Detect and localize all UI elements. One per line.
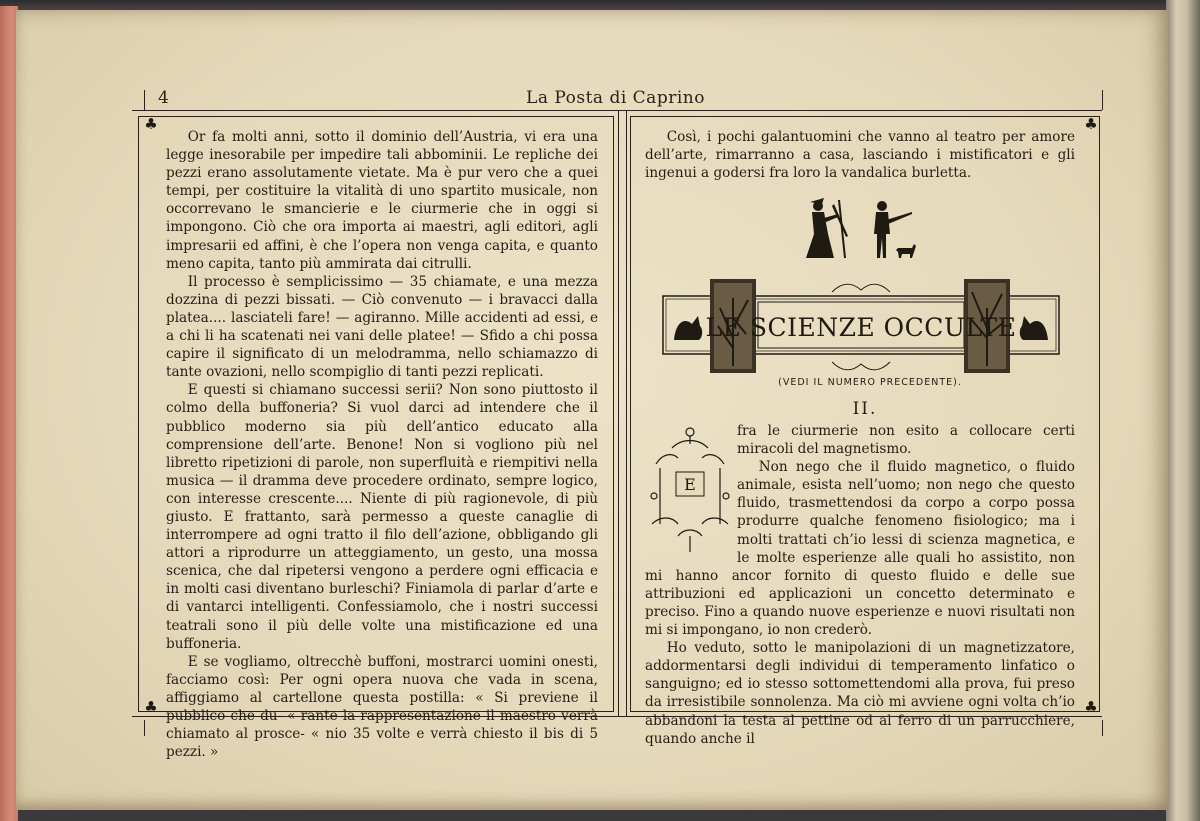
- clover-ornament-icon: ♣: [1084, 115, 1098, 133]
- paragraph: Ho veduto, sotto le manipolazioni di un magnetizzatore, addormentarsi degli individui di temperamento linfatico o sanguigno; ed io stesso sottomettendomi alla prova, fui preso da irresistibile sonnolenza. Ma ciò mi avviene ogni volta ch’io abbandoni la testa al pettine od al ferro di un parrucchiere, quando anche il: [645, 640, 1075, 747]
- left-column-text: [166, 128, 598, 761]
- paragraph: E se vogliamo, oltrecchè buffoni, mostrarci uomini onesti, facciamo così: Per ogni opera nuova che vada in scena, affiggiamo al cartellone questa postilla: « Si previene il pubblico che du- « rante la rappresentazione il maestro verrà chiamato al prosce- « nio 35 volte e verrà chiesto il bis di 5 pezzi. »: [166, 653, 598, 761]
- column-divider: [618, 110, 619, 716]
- paragraph: Or fa molti anni, sotto il dominio dell’Austria, vi era una legge inesorabile per impedire tali abbominii. Le repliche dei pezzi erano assolutamente vietate. Ma è pur vero che a quei tempi, per costituire la vitalità di uno spartito musicale, non occorrevano le smancierie e le ciurmerie che in oggi si impongono. Ciò che ora importa ai maestri, agli editori, agli impresarii ed affini, è che l’opera non venga capita, e quanto meno capita, tanto più ammirata dai citrulli.: [166, 129, 598, 272]
- head-tick-right: [1102, 90, 1103, 110]
- page-stack-edge: [1166, 0, 1200, 821]
- clover-ornament-icon: ♣: [144, 698, 158, 716]
- banner-title: LE SCIENZE OCCULTE: [705, 313, 1017, 342]
- page-number: 4: [158, 88, 169, 108]
- paragraph: fra le ciurmerie non esito a collocare certi miracoli del magnetismo.: [737, 423, 1075, 458]
- top-rule: [132, 110, 1102, 111]
- clover-ornament-icon: ♣: [1084, 698, 1098, 716]
- paragraph: Il processo è semplicissimo — 35 chiamate, e una mezza dozzina di pezzi bissati. — Ciò convenuto — i bravacci dalla platea.... lasciateli fare! — agiranno. Mille accidenti ad essi, e a chi li ha scatenati nei vani delle platee! — Sfido a chi possa capire il significato di un melodramma, nello schiamazzo di tante ovazioni, nello scompiglio di tanti pezzi replicati.: [166, 273, 598, 381]
- paragraph: Non nego che il fluido magnetico, o fluido animale, esista nell’uomo; non nego che questo fluido, trasmettendosi da corpo a corpo possa produrre qualche fenomeno fisiologico; ma i molti trattati ch’io lessi di scienza magnetica, e le molte esperienze alle quali ho assistito, non mi hanno ancor fornito di questo fluido e delle sue attribuzioni ed applicazioni un concetto determinato e preciso. Fino a quando nuove esperienze e nuovi risultati non mi si impongano, io non crederò.: [645, 459, 1075, 639]
- foot-tick-right: [1102, 720, 1103, 736]
- right-column-body: [645, 422, 1075, 748]
- journal-title: La Posta di Caprino: [526, 88, 705, 108]
- initial-float-space: [645, 422, 737, 556]
- paragraph: E questi si chiamano successi serii? Non sono piuttosto il colmo della buffoneria? Si vuol darci ad intendere che il pubblico moderno sia più dell’antico educato alla comprensione dell’arte. Benone! Non si vogliono più nel libretto ripetizioni di parole, non superfluità e riempitivi nella musica — il dramma deve procedere ordinato, sempre logico, con interesse crescente.... Niente di più ragionevole, di più giusto. E frattanto, sarà permesso a queste canaglie di interrompere ad ogni tratto il filo dell’azione, obbligando gli attori a riprodurre un atteggiamento, un gesto, una mossa scenica, che dal ripetersi vengono a perdere ogni efficacia e in molti casi diventano burleschi? Finiamola di parlar d’arte e di vantarci intelligenti. Confessiamolo, che i nostri successi teatrali sono il più delle volte una mistificazione ed una buffoneria.: [166, 382, 598, 652]
- running-head: [128, 88, 1103, 112]
- right-column-intro: [645, 128, 1075, 182]
- paragraph: Così, i pochi galantuomini che vanno al teatro per amore dell’arte, rimarranno a casa, lasciando i mistificatori e gli ingenui a godersi fra loro la vandalica burletta.: [645, 129, 1075, 182]
- clover-ornament-icon: ♣: [144, 115, 158, 133]
- drop-initial: E: [684, 475, 696, 494]
- head-tick-left: [144, 90, 145, 110]
- banner-note: (VEDI IL NUMERO PRECEDENTE).: [778, 377, 962, 388]
- le-scienze-occulte-banner: [662, 278, 1060, 374]
- silhouette-figures-illustration: [800, 196, 920, 266]
- column-divider-inner: [626, 110, 627, 716]
- section-number: II.: [852, 399, 878, 419]
- foot-tick-left: [144, 720, 145, 736]
